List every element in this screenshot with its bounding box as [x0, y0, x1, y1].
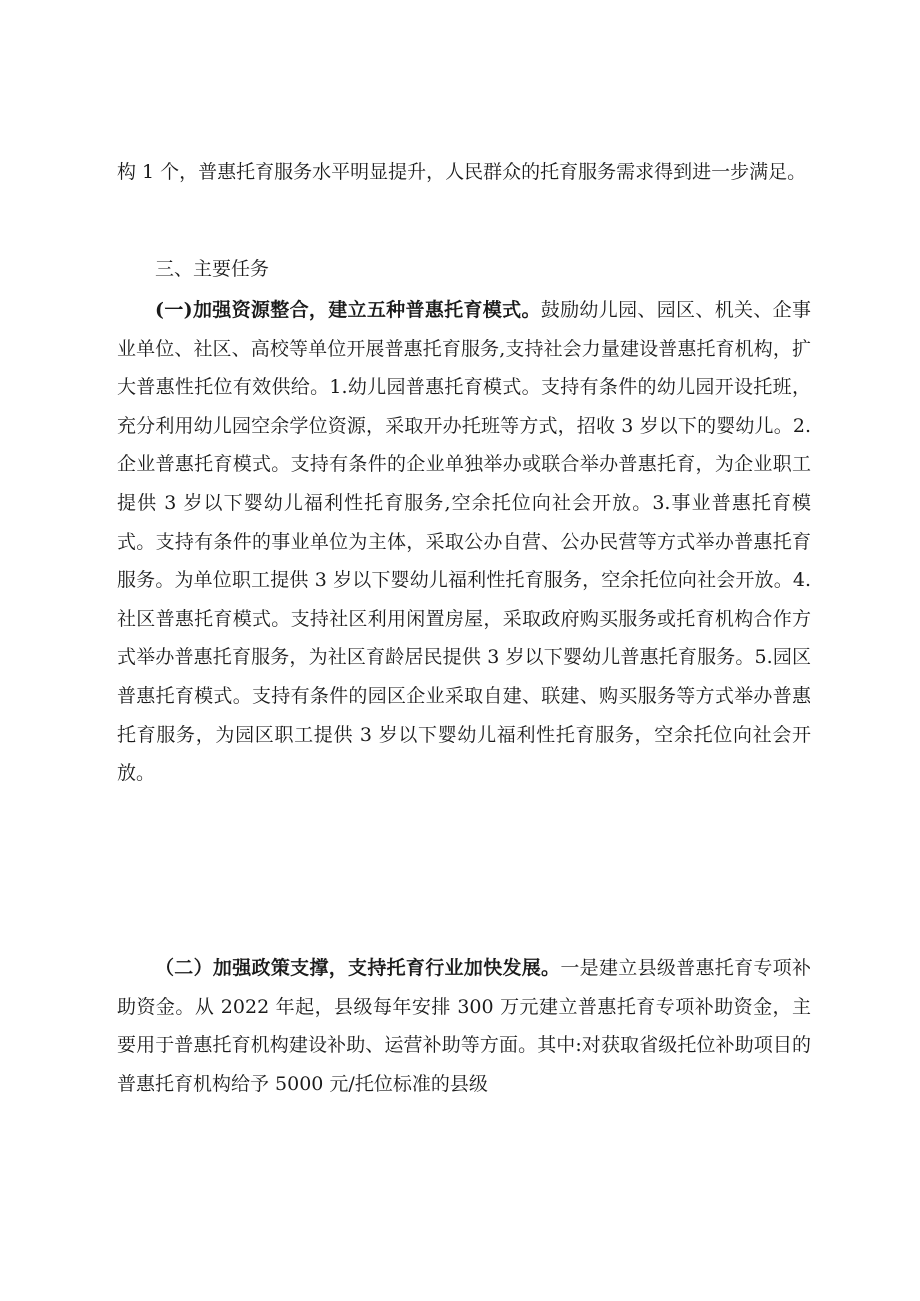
paragraph-body: 一是建立县级普惠托育专项补助资金。从 2022 年起，县级每年安排 300 万元建立普惠托育专项补助资金，主要用于普惠托育机构建设补助、运营补助等方面。其中:对获取省级托位补助项目的普惠托育机构给予 5000 元/托位标准的县级 [117, 957, 811, 1095]
section-heading [117, 250, 811, 289]
paragraph-task-1 [117, 291, 811, 793]
section-heading-text: 三、主要任务 [155, 258, 270, 280]
paragraph-lead-bold: （二）加强政策支撑，支持托育行业加快发展。 [155, 957, 561, 979]
paragraph-body: 鼓励幼儿园、园区、机关、企事业单位、社区、高校等单位开展普惠托育服务,支持社会力量建设普惠托育机构，扩大普惠性托位有效供给。1.幼儿园普惠托育模式。支持有条件的幼儿园开设托班，充分利用幼儿园空余学位资源，采取开办托班等方式，招收 3 岁以下的婴幼儿。2.企业普惠托育模式。支持有条件的企业单独举办或联合举办普惠托育，为企业职工提供 3 岁以下婴幼儿福利性托育服务,空余托位向社会开放。3.事业普惠托育模式。支持有条件的事业单位为主体，采取公办自营、公办民营等方式举办普惠托育服务。为单位职工提供 3 岁以下婴幼儿福利性托育服务，空余托位向社会开放。4.社区普惠托育模式。支持社区利用闲置房屋，采取政府购买服务或托育机构合作方式举办普惠托育服务，为社区育龄居民提供 3 岁以下婴幼儿普惠托育服务。5.园区普惠托育模式。支持有条件的园区企业采取自建、联建、购买服务等方式举办普惠托育服务，为园区职工提供 3 岁以下婴幼儿福利性托育服务，空余托位向社会开放。 [117, 299, 811, 785]
paragraph-task-2 [117, 949, 811, 1103]
paragraph-lead-bold: (一)加强资源整合，建立五种普惠托育模式。 [155, 299, 541, 321]
paragraph-body: 构 1 个，普惠托育服务水平明显提升，人民群众的托育服务需求得到进一步满足。 [117, 161, 807, 183]
paragraph-continuation [117, 153, 811, 192]
